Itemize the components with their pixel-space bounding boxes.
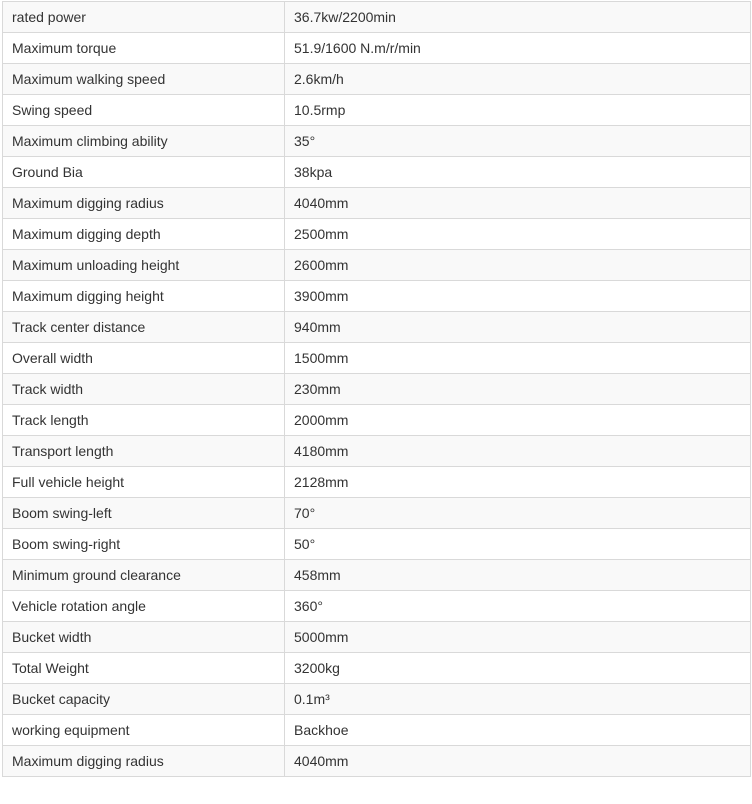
spec-value: 4180mm bbox=[285, 436, 751, 467]
spec-label: Transport length bbox=[3, 436, 285, 467]
table-row bbox=[3, 343, 751, 374]
spec-value: 360° bbox=[285, 591, 751, 622]
table-row bbox=[3, 653, 751, 684]
spec-value: 2.6km/h bbox=[285, 64, 751, 95]
spec-label: Maximum digging radius bbox=[3, 746, 285, 777]
spec-label: Bucket capacity bbox=[3, 684, 285, 715]
table-row bbox=[3, 95, 751, 126]
table-row bbox=[3, 591, 751, 622]
spec-value: 51.9/1600 N.m/r/min bbox=[285, 33, 751, 64]
spec-value: 3200kg bbox=[285, 653, 751, 684]
table-row bbox=[3, 467, 751, 498]
table-row bbox=[3, 560, 751, 591]
spec-label: Maximum walking speed bbox=[3, 64, 285, 95]
spec-value: 35° bbox=[285, 126, 751, 157]
spec-value: 4040mm bbox=[285, 188, 751, 219]
table-row bbox=[3, 64, 751, 95]
table-row bbox=[3, 2, 751, 33]
spec-label: Vehicle rotation angle bbox=[3, 591, 285, 622]
spec-value: 2500mm bbox=[285, 219, 751, 250]
spec-label: Maximum digging radius bbox=[3, 188, 285, 219]
spec-value: 1500mm bbox=[285, 343, 751, 374]
spec-label: Swing speed bbox=[3, 95, 285, 126]
spec-label: Maximum digging depth bbox=[3, 219, 285, 250]
table-row bbox=[3, 219, 751, 250]
table-row bbox=[3, 126, 751, 157]
spec-value: 10.5rmp bbox=[285, 95, 751, 126]
table-row bbox=[3, 622, 751, 653]
spec-label: Track center distance bbox=[3, 312, 285, 343]
spec-value: 5000mm bbox=[285, 622, 751, 653]
spec-value: 0.1m³ bbox=[285, 684, 751, 715]
spec-value: 2128mm bbox=[285, 467, 751, 498]
table-row bbox=[3, 312, 751, 343]
spec-label: rated power bbox=[3, 2, 285, 33]
spec-label: Total Weight bbox=[3, 653, 285, 684]
table-row bbox=[3, 188, 751, 219]
spec-value: 230mm bbox=[285, 374, 751, 405]
table-row bbox=[3, 746, 751, 777]
spec-label: Minimum ground clearance bbox=[3, 560, 285, 591]
spec-value: 4040mm bbox=[285, 746, 751, 777]
table-row bbox=[3, 281, 751, 312]
table-row bbox=[3, 374, 751, 405]
spec-value: 3900mm bbox=[285, 281, 751, 312]
spec-value: Backhoe bbox=[285, 715, 751, 746]
spec-label: Maximum unloading height bbox=[3, 250, 285, 281]
spec-value: 38kpa bbox=[285, 157, 751, 188]
spec-value: 36.7kw/2200min bbox=[285, 2, 751, 33]
spec-label: Ground Bia bbox=[3, 157, 285, 188]
table-row bbox=[3, 498, 751, 529]
spec-label: working equipment bbox=[3, 715, 285, 746]
spec-value: 2600mm bbox=[285, 250, 751, 281]
spec-value: 458mm bbox=[285, 560, 751, 591]
table-row bbox=[3, 405, 751, 436]
spec-label: Track length bbox=[3, 405, 285, 436]
table-row bbox=[3, 157, 751, 188]
spec-value: 50° bbox=[285, 529, 751, 560]
spec-table bbox=[2, 1, 751, 777]
table-row bbox=[3, 684, 751, 715]
spec-value: 940mm bbox=[285, 312, 751, 343]
table-row bbox=[3, 250, 751, 281]
table-row bbox=[3, 33, 751, 64]
table-row bbox=[3, 529, 751, 560]
spec-label: Boom swing-left bbox=[3, 498, 285, 529]
spec-value: 70° bbox=[285, 498, 751, 529]
spec-label: Full vehicle height bbox=[3, 467, 285, 498]
spec-label: Bucket width bbox=[3, 622, 285, 653]
spec-label: Maximum digging height bbox=[3, 281, 285, 312]
spec-label: Overall width bbox=[3, 343, 285, 374]
table-row bbox=[3, 715, 751, 746]
spec-label: Maximum climbing ability bbox=[3, 126, 285, 157]
spec-label: Boom swing-right bbox=[3, 529, 285, 560]
spec-table-body bbox=[3, 2, 751, 777]
table-row bbox=[3, 436, 751, 467]
spec-label: Maximum torque bbox=[3, 33, 285, 64]
spec-label: Track width bbox=[3, 374, 285, 405]
spec-value: 2000mm bbox=[285, 405, 751, 436]
